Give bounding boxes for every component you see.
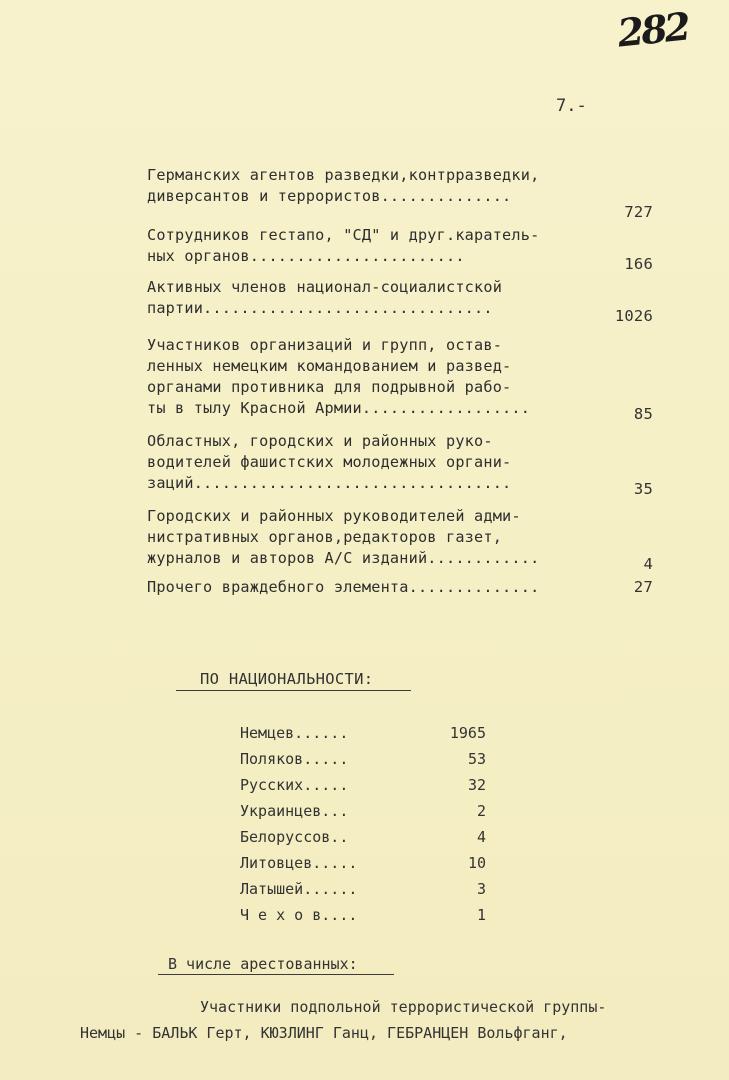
nationality-value: 2 bbox=[476, 802, 486, 820]
category-value: 727 bbox=[624, 203, 653, 221]
category-item bbox=[147, 431, 657, 498]
category-value: 1026 bbox=[614, 307, 653, 325]
nationality-value: 1965 bbox=[449, 724, 486, 742]
arrested-text-line: Участники подпольной террористической группы- bbox=[200, 998, 607, 1016]
category-text: Городских и районных руководителей адми- нистративных органов,редакторов газет, журналов и авторов А/С изданий............ bbox=[147, 507, 540, 567]
nationality-label: Немцев...... bbox=[240, 724, 349, 742]
page-number: 7.- bbox=[556, 96, 587, 116]
category-text: Сотрудников гестапо, "СД" и друг.каратель- ных органов....................... bbox=[147, 226, 540, 265]
nationality-value: 10 bbox=[467, 854, 486, 872]
nationality-label: Русских..... bbox=[240, 776, 349, 794]
nationality-label: Белоруссов.. bbox=[240, 828, 349, 846]
nationality-value: 1 bbox=[476, 906, 486, 924]
category-value: 166 bbox=[624, 255, 653, 273]
nationality-row bbox=[240, 902, 500, 928]
category-item bbox=[147, 577, 657, 598]
nationality-row bbox=[240, 824, 500, 850]
nationality-value: 3 bbox=[476, 880, 486, 898]
nationality-value: 53 bbox=[467, 750, 486, 768]
nationality-row bbox=[240, 720, 500, 746]
category-value: 27 bbox=[633, 578, 653, 596]
category-text: Германских агентов разведки,контрразведки, диверсантов и террористов.............. bbox=[147, 166, 540, 205]
nationality-label: Литовцев..... bbox=[240, 854, 358, 872]
arrested-text-line: Немцы - БАЛЬК Герт, КЮЗЛИНГ Ганц, ГЕБРАНЦЕН Вольфганг, bbox=[80, 1024, 568, 1042]
nationality-label: Латышей...... bbox=[240, 880, 358, 898]
nationality-label: Ч е х о в.... bbox=[240, 906, 358, 924]
category-value: 35 bbox=[633, 480, 653, 498]
nationality-row bbox=[240, 746, 500, 772]
nationality-value: 4 bbox=[476, 828, 486, 846]
arrested-heading: В числе арестованных: bbox=[158, 955, 394, 975]
nationality-label: Украинцев... bbox=[240, 802, 349, 820]
category-item bbox=[147, 506, 657, 573]
category-value: 4 bbox=[643, 555, 653, 573]
category-list bbox=[147, 165, 657, 598]
nationality-row bbox=[240, 772, 500, 798]
category-item bbox=[147, 165, 657, 221]
nationality-label: Поляков..... bbox=[240, 750, 349, 768]
category-text: Активных членов национал-социалистской партии............................... bbox=[147, 278, 503, 317]
nationality-row bbox=[240, 850, 500, 876]
handwritten-folio-number: 282 bbox=[615, 3, 691, 56]
nationality-list bbox=[240, 720, 500, 928]
category-item bbox=[147, 277, 657, 325]
category-text: Прочего враждебного элемента.............. bbox=[147, 578, 540, 596]
nationality-value: 32 bbox=[467, 776, 486, 794]
category-item bbox=[147, 225, 657, 273]
nationality-row bbox=[240, 876, 500, 902]
category-text: Областных, городских и районных руко- водителей фашистских молодежных органи- заций.................................. bbox=[147, 432, 512, 492]
category-item bbox=[147, 335, 657, 423]
nationality-heading: ПО НАЦИОНАЛЬНОСТИ: bbox=[176, 670, 411, 691]
category-text: Участников организаций и групп, остав- ленных немецким командованием и развед- органами противника для подрывной рабо- ты в тылу Красной Армии.................. bbox=[147, 336, 531, 417]
category-value: 85 bbox=[633, 405, 653, 423]
nationality-row bbox=[240, 798, 500, 824]
